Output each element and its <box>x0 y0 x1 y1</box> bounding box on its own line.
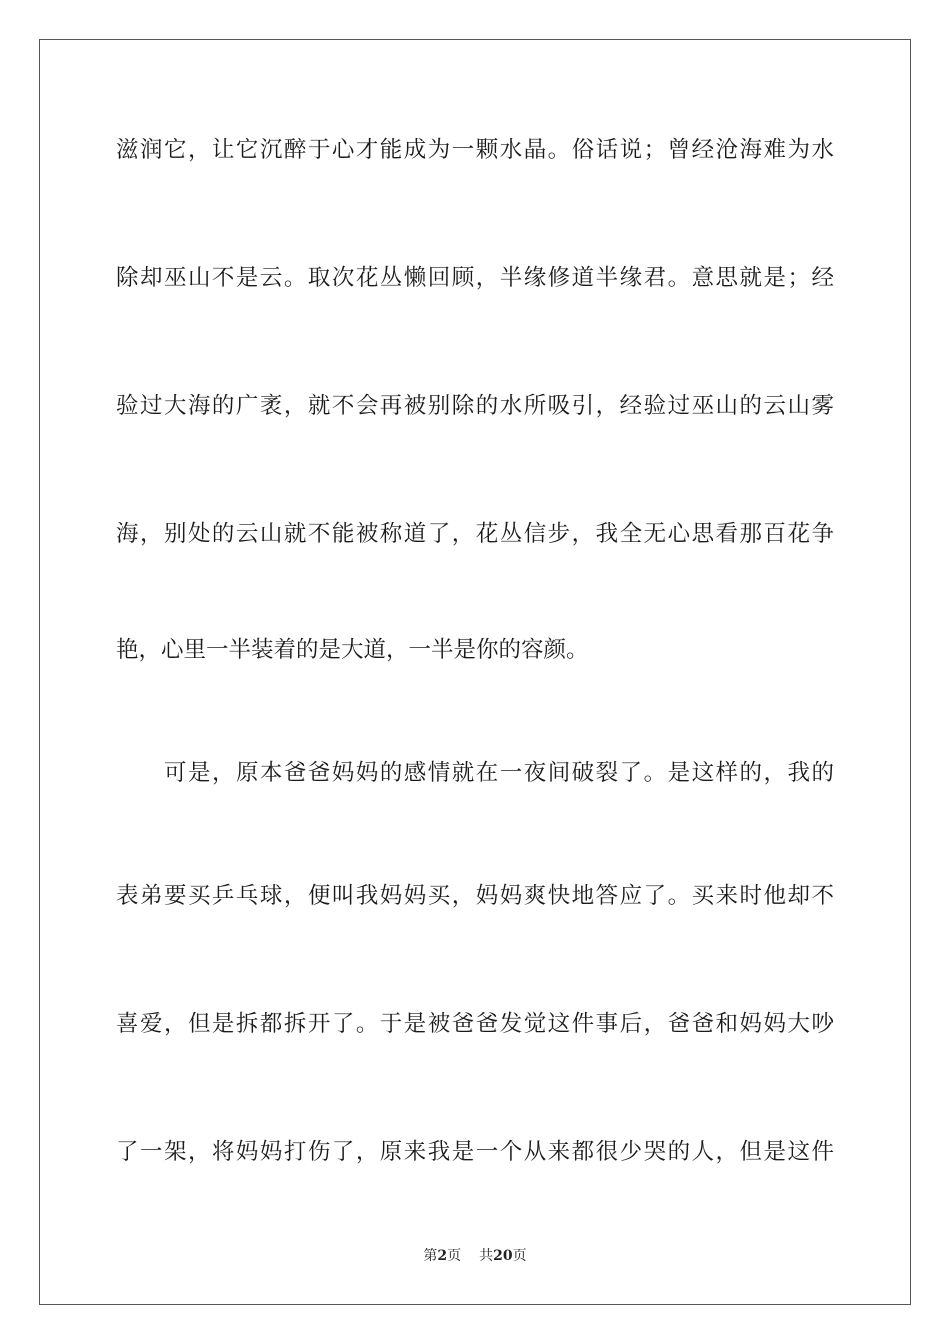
footer-page-prefix: 第 <box>423 1248 438 1264</box>
footer-total-suffix: 页 <box>512 1248 527 1264</box>
text-line-8: 喜爱，但是拆都拆开了。于是被爸爸发觉这件事后，爸爸和妈妈大吵 <box>116 1011 834 1037</box>
page-footer <box>0 1246 950 1266</box>
text-line-5: 艳，心里一半装着的是大道，一半是你的容颜。 <box>116 637 589 663</box>
footer-page-suffix: 页 <box>447 1248 462 1264</box>
text-line-7: 表弟要买乒乓球，便叫我妈妈买，妈妈爽快地答应了。买来时他却不 <box>116 883 834 909</box>
text-line-2: 除却巫山不是云。取次花丛懒回顾，半缘修道半缘君。意思就是；经 <box>116 265 834 291</box>
text-line-6: 可是，原本爸爸妈妈的感情就在一夜间破裂了。是这样的，我的 <box>164 760 834 786</box>
footer-total-prefix: 共 <box>479 1248 494 1264</box>
footer-total-pages: 20 <box>493 1248 513 1264</box>
text-line-9: 了一架，将妈妈打伤了，原来我是一个从来都很少哭的人，但是这件 <box>116 1139 834 1165</box>
footer-page-number: 2 <box>437 1248 448 1264</box>
text-line-1: 滋润它，让它沉醉于心才能成为一颗水晶。俗话说；曾经沧海难为水 <box>116 137 834 163</box>
text-line-4: 海，别处的云山就不能被称道了，花丛信步，我全无心思看那百花争 <box>116 521 834 547</box>
text-line-3: 验过大海的广袤，就不会再被别除的水所吸引，经验过巫山的云山雾 <box>116 393 834 419</box>
page-border <box>39 39 911 1305</box>
